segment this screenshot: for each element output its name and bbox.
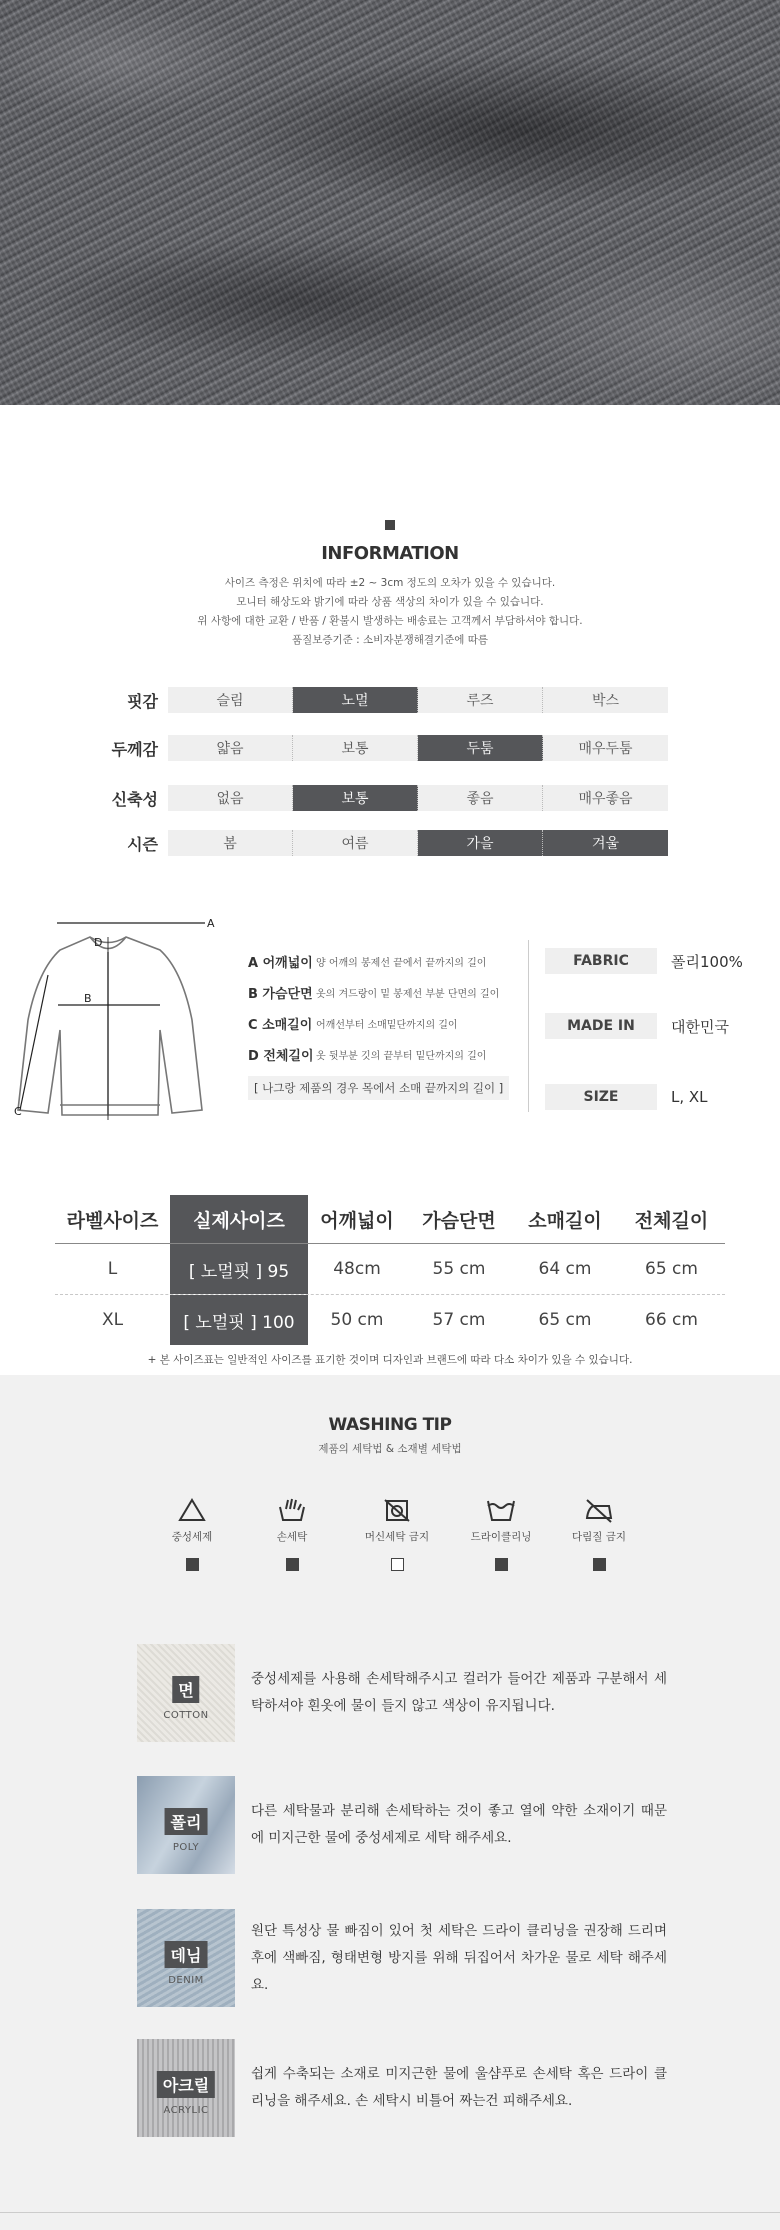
wash-checked-marker <box>593 1558 606 1571</box>
measurement-item <box>248 946 538 977</box>
fabric-badge: 면 <box>172 1676 199 1703</box>
attribute-option: 없음 <box>168 785 293 811</box>
attribute-row-stretch <box>90 785 670 811</box>
table-cell: 50 cm <box>330 1310 384 1330</box>
measurement-item <box>248 1008 538 1039</box>
table-cell: 57 cm <box>432 1310 486 1330</box>
fabric-badge: 데님 <box>165 1941 208 1968</box>
attribute-option: 매우두툼 <box>543 735 668 761</box>
divider <box>0 2212 780 2213</box>
column-header: 라벨사이즈 <box>66 1209 159 1232</box>
neutral-detergent-icon <box>178 1497 206 1523</box>
spec-size <box>545 1082 775 1112</box>
column-header: 실제사이즈 <box>170 1195 308 1243</box>
measurement-desc: 양 어깨의 봉제선 끝에서 끝까지의 길이 <box>316 958 487 969</box>
wash-checked-marker <box>495 1558 508 1571</box>
poly-swatch <box>137 1776 235 1874</box>
washing-subtitle: 제품의 세탁법 & 소재별 세탁법 <box>318 1443 462 1455</box>
information-line: 모니터 해상도와 밝기에 따라 상품 색상의 차이가 있을 수 있습니다. <box>236 596 544 608</box>
fabric-care-acrylic <box>137 2038 667 2138</box>
spec-key: SIZE <box>545 1084 657 1110</box>
attribute-option: 루즈 <box>418 687 543 713</box>
raglan-note: [ 나그랑 제품의 경우 목에서 소매 끝까지의 길이 ] <box>248 1076 509 1100</box>
size-table-note: + 본 사이즈표는 일반적인 사이즈를 표기한 것이며 디자인과 브랜드에 따라 다소 차이가 있을 수 있습니다. <box>147 1354 633 1366</box>
wash-checked-marker <box>186 1558 199 1571</box>
table-cell: 66 cm <box>645 1310 698 1330</box>
fabric-english-name: POLY <box>172 1842 200 1853</box>
fabric-care-text: 쉽게 수축되는 소재로 미지근한 물에 울샴푸로 손세탁 혹은 드라이 클리닝을 해주세요. 손 세탁시 비틀어 짜는건 피해주세요. <box>251 2066 667 2109</box>
attribute-option: 매우좋음 <box>543 785 668 811</box>
table-cell: XL <box>101 1310 124 1330</box>
diagram-label-c: C <box>14 1105 22 1118</box>
hand-wash-icon <box>277 1497 307 1523</box>
fabric-care-text: 원단 특성상 물 빠짐이 있어 첫 세탁은 드라이 클리닝을 권장해 드리며 후에 색빠짐, 형태변형 방지를 위해 뒤집어서 차가운 물로 세탁 해주세요. <box>251 1922 667 1993</box>
attribute-label: 신축성 <box>111 789 158 809</box>
fabric-closeup-photo <box>0 0 780 405</box>
information-line: 사이즈 측정은 위치에 따라 ±2 ~ 3cm 정도의 오차가 있을 수 있습니다. <box>224 577 556 589</box>
measurement-key: C 소매길이 <box>248 1018 313 1033</box>
attribute-option-selected: 노멀 <box>293 687 418 713</box>
wash-item <box>549 1497 649 1571</box>
cotton-swatch <box>137 1644 235 1742</box>
information-title: INFORMATION <box>321 543 459 564</box>
attribute-option-selected: 겨울 <box>543 830 668 856</box>
wash-item <box>451 1497 551 1571</box>
measurement-desc: 옷 뒷부분 깃의 끝부터 밑단까지의 길이 <box>316 1051 487 1062</box>
fabric-english-name: ACRYLIC <box>163 2105 209 2116</box>
table-cell: L <box>107 1259 118 1279</box>
attribute-label: 시즌 <box>127 834 158 854</box>
attribute-label: 핏감 <box>127 691 158 711</box>
table-cell: 48cm <box>333 1259 381 1279</box>
section-marker <box>385 520 395 530</box>
wash-item <box>347 1497 447 1571</box>
attribute-option: 봄 <box>168 830 293 856</box>
fabric-care-poly <box>137 1775 667 1875</box>
table-cell: [ 노멀핏 ] 95 <box>170 1244 308 1294</box>
attribute-option: 여름 <box>293 830 418 856</box>
column-header: 어깨넓이 <box>320 1209 394 1232</box>
fabric-english-name: COTTON <box>163 1710 209 1721</box>
attribute-label: 두께감 <box>111 739 158 759</box>
information-line: 위 사항에 대한 교환 / 반품 / 환불시 발생하는 배송료는 고객께서 부담하셔야 합니다. <box>197 615 583 627</box>
fabric-badge: 폴리 <box>165 1808 208 1835</box>
attribute-row-thickness <box>90 735 670 761</box>
table-cell: 64 cm <box>538 1259 592 1279</box>
wash-label: 손세탁 <box>276 1531 308 1543</box>
measurement-key: A 어깨넓이 <box>248 956 313 971</box>
attribute-row-fit <box>90 687 670 713</box>
diagram-label-a: A <box>207 917 215 930</box>
wash-label: 중성세제 <box>171 1531 213 1543</box>
attribute-option: 보통 <box>293 735 418 761</box>
attribute-option-selected: 가을 <box>418 830 543 856</box>
size-table <box>55 1195 725 1345</box>
wash-label: 머신세탁 금지 <box>364 1531 430 1543</box>
spec-value: 폴리100% <box>671 952 743 971</box>
no-ironing-icon <box>583 1497 615 1523</box>
column-header: 소매길이 <box>528 1209 602 1232</box>
spec-value: L, XL <box>671 1088 708 1106</box>
column-header: 전체길이 <box>634 1209 709 1232</box>
spec-fabric <box>545 946 775 976</box>
table-cell: 55 cm <box>432 1259 486 1279</box>
spec-made-in <box>545 1011 775 1041</box>
washing-title: WASHING TIP <box>328 1415 452 1435</box>
diagram-label-b: B <box>84 992 92 1005</box>
table-cell: 65 cm <box>645 1259 698 1279</box>
acrylic-swatch <box>137 2039 235 2137</box>
information-line: 품질보증기준 : 소비자분쟁해결기준에 따름 <box>291 634 489 646</box>
attribute-option: 박스 <box>543 687 668 713</box>
wash-checked-marker <box>286 1558 299 1571</box>
attribute-option: 슬림 <box>168 687 293 713</box>
measurement-key: D 전체길이 <box>248 1049 314 1064</box>
wash-item <box>142 1497 242 1571</box>
attribute-option-selected: 두툼 <box>418 735 543 761</box>
fabric-care-denim <box>137 1908 667 2008</box>
jacket-measurement-diagram <box>10 910 220 1125</box>
attribute-option: 좋음 <box>418 785 543 811</box>
measurement-desc: 옷의 겨드랑이 밑 봉제선 부분 단면의 길이 <box>316 989 500 1000</box>
measurement-key: B 가슴단면 <box>248 987 313 1002</box>
column-header: 가슴단면 <box>422 1209 496 1232</box>
divider <box>528 940 529 1112</box>
spec-value: 대한민국 <box>671 1017 729 1036</box>
attribute-option-selected: 보통 <box>293 785 418 811</box>
fabric-care-text: 중성세제를 사용해 손세탁해주시고 컬러가 들어간 제품과 구분해서 세탁하셔야 흰옷에 물이 들지 않고 색상이 유지됩니다. <box>251 1671 667 1714</box>
measurement-desc: 어깨선부터 소매밑단까지의 길이 <box>316 1020 458 1031</box>
dry-clean-icon <box>485 1497 517 1523</box>
attribute-row-season <box>90 830 670 856</box>
wash-unchecked-marker <box>391 1558 404 1571</box>
size-table-header <box>55 1195 725 1243</box>
fabric-badge: 아크릴 <box>157 2071 215 2098</box>
table-cell: [ 노멀핏 ] 100 <box>170 1295 308 1345</box>
diagram-label-d: D <box>94 936 103 949</box>
fabric-care-text: 다른 세탁물과 분리해 손세탁하는 것이 좋고 열에 약한 소재이기 때문에 미지근한 물에 중성세제로 세탁 해주세요. <box>251 1803 667 1846</box>
table-row <box>55 1243 725 1294</box>
table-row <box>55 1294 725 1345</box>
wash-label: 드라이클리닝 <box>470 1531 532 1543</box>
measurement-guide <box>248 946 538 1100</box>
denim-swatch <box>137 1909 235 2007</box>
measurement-item <box>248 1039 538 1070</box>
no-machine-wash-icon <box>382 1497 412 1523</box>
wash-label: 다림질 금지 <box>571 1531 627 1543</box>
spec-key: MADE IN <box>545 1013 657 1039</box>
table-cell: 65 cm <box>538 1310 592 1330</box>
information-notes <box>0 574 780 650</box>
wash-item <box>242 1497 342 1571</box>
attribute-option: 얇음 <box>168 735 293 761</box>
spec-key: FABRIC <box>545 948 657 974</box>
fabric-english-name: DENIM <box>168 1975 204 1986</box>
measurement-item <box>248 977 538 1008</box>
fabric-care-cotton <box>137 1643 667 1743</box>
